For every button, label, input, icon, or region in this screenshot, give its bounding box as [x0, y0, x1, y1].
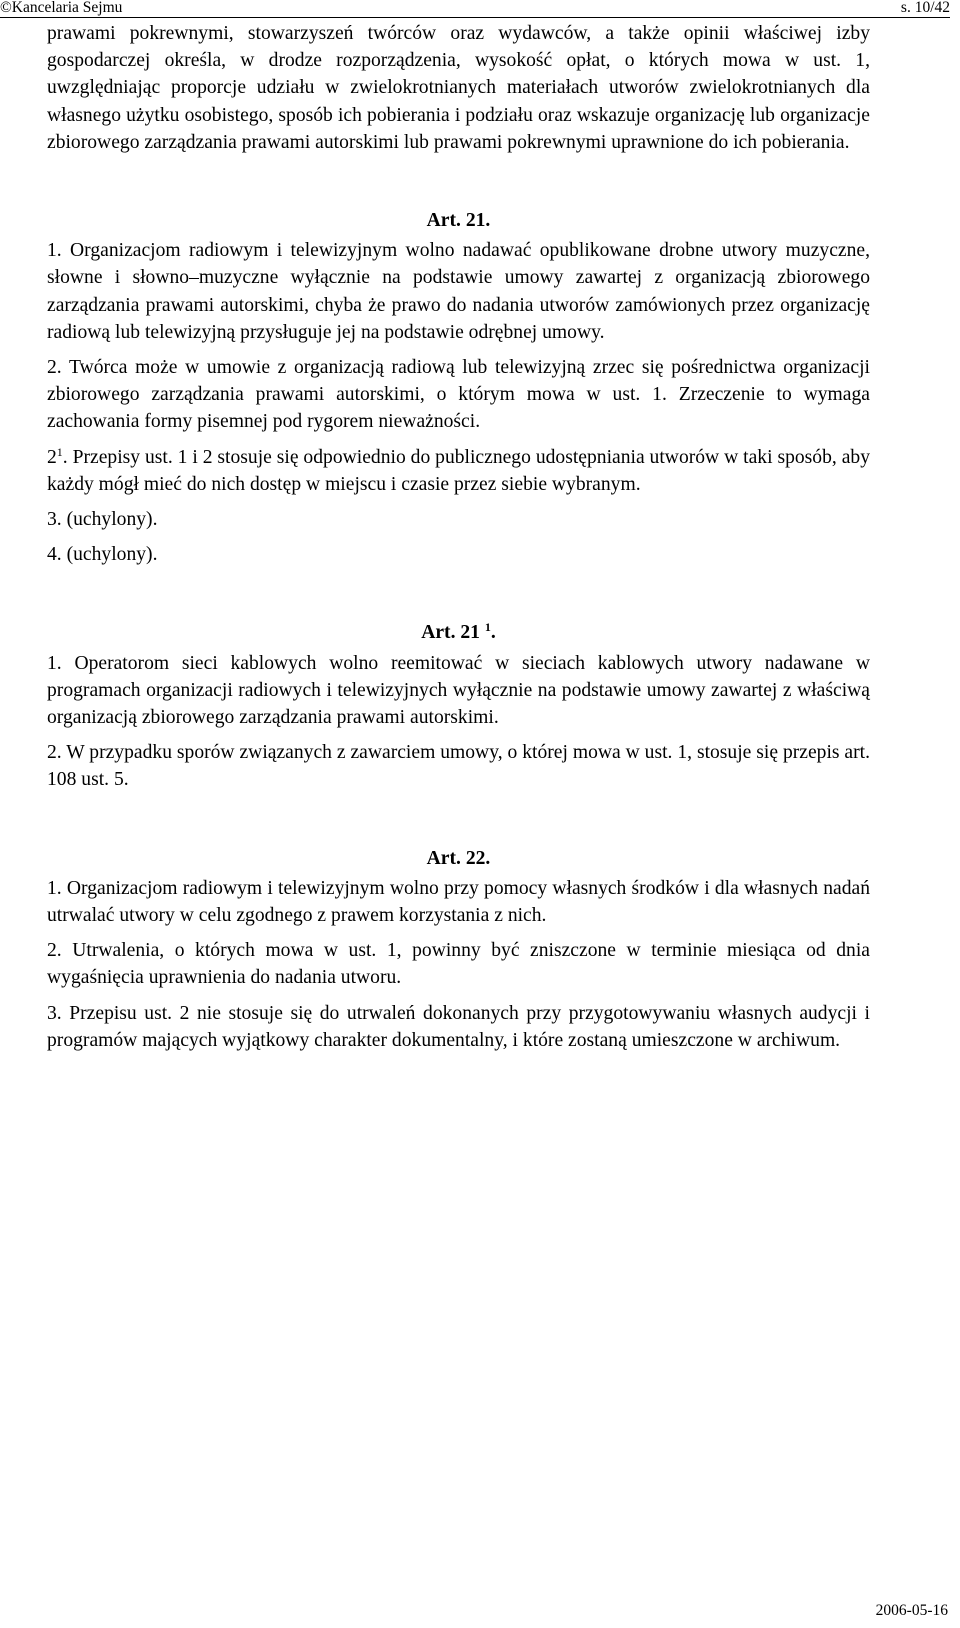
- art22-par3: 3. Przepisu ust. 2 nie stosuje się do utrwaleń dokonanych przy przygotowywaniu własnych audycji i programów mających wyjątkowy charakter dokumentalny, i które zostaną umieszczone w archiwum.: [47, 1002, 870, 1051]
- art22-par2: 2. Utrwalenia, o których mowa w ust. 1, powinny być zniszczone w terminie miesiąca od dnia wygaśnięcia uprawnienia do nadania utworu.: [47, 940, 870, 989]
- header-source: ©Kancelaria Sejmu: [0, 0, 123, 16]
- art21-par2-1: [47, 444, 870, 498]
- document-body: [47, 20, 870, 1054]
- art21-par4: 4. (uchylony).: [47, 544, 158, 566]
- art21-par3: 3. (uchylony).: [47, 509, 158, 531]
- article-21-1-title-main: Art. 21: [421, 622, 480, 644]
- article-21-1-title: [47, 619, 870, 646]
- header-page-number: s. 10/42: [900, 0, 950, 16]
- article-21-title: Art. 21.: [426, 210, 491, 232]
- art21-1-par2: 2. W przypadku sporów związanych z zawarciem umowy, o której mowa w ust. 1, stosuje się przepis art. 108 ust. 5.: [47, 742, 870, 791]
- intro-paragraph: prawami pokrewnymi, stowarzyszeń twórców oraz wydawców, a także opinii właściwej izby gospodarczej określa, w drodze rozporządzenia, wysokość opłat, o których mowa w ust. 1, uwzględniając proporcje udziału w zwielokrotnianych materiałach utworów zwielokrotnianych dla własnego użytku osobistego, sposób ich pobierania i podziału oraz wskazuje organizację lub organizacje zbiorowego zarządzania prawami autorskimi lub prawami pokrewnymi uprawnione do ich pobierania.: [47, 23, 870, 153]
- article-21-1-title-end: .: [490, 622, 496, 644]
- page-footer-date: 2006-05-16: [875, 1602, 948, 1619]
- art21-par2-1-number: 2: [47, 446, 57, 468]
- art21-1-par1: 1. Operatorom sieci kablowych wolno reemitować w sieciach kablowych utwory nadawane w programach organizacji radiowych i telewizyjnych wyłącznie na podstawie umowy zawartej z właściwą organizacją zbiorowego zarządzania prawami autorskimi.: [47, 652, 870, 729]
- art22-par1: 1. Organizacjom radiowym i telewizyjnym wolno przy pomocy własnych środków i dla własnych nadań utrwalać utwory w celu zgodnego z prawem korzystania z nich.: [47, 877, 870, 927]
- header-rule: [0, 17, 950, 18]
- page-header: [0, 0, 960, 22]
- article-21-1-title-superscript: 1: [484, 620, 491, 635]
- art21-par1: 1. Organizacjom radiowym i telewizyjnym wolno nadawać opublikowane drobne utwory muzyczne, słowne i słowno–muzyczne wyłącznie na podstawie umowy zawartej z organizacją zbiorowego zarządzania prawami autorskimi, chyba że prawo do nadania utworów zamówionych przez organizację radiową lub telewizyjną przysługuje jej na podstawie odrębnej umowy.: [47, 240, 870, 343]
- art21-par2-1-superscript: 1: [56, 444, 63, 459]
- art21-par2-1-text: . Przepisy ust. 1 i 2 stosuje się odpowiednio do publicznego udostępniania utworów w taki sposób, aby każdy mógł mieć do nich dostęp w miejscu i czasie przez siebie wybranym.: [47, 446, 870, 495]
- article-22-title: Art. 22.: [426, 847, 491, 869]
- art21-par2: 2. Twórca może w umowie z organizacją radiową lub telewizyjną zrzec się pośrednictwa organizacji zbiorowego zarządzania prawami autorskimi, o którym mowa w ust. 1. Zrzeczenie to wymaga zachowania formy pisemnej pod rygorem nieważności.: [47, 357, 870, 433]
